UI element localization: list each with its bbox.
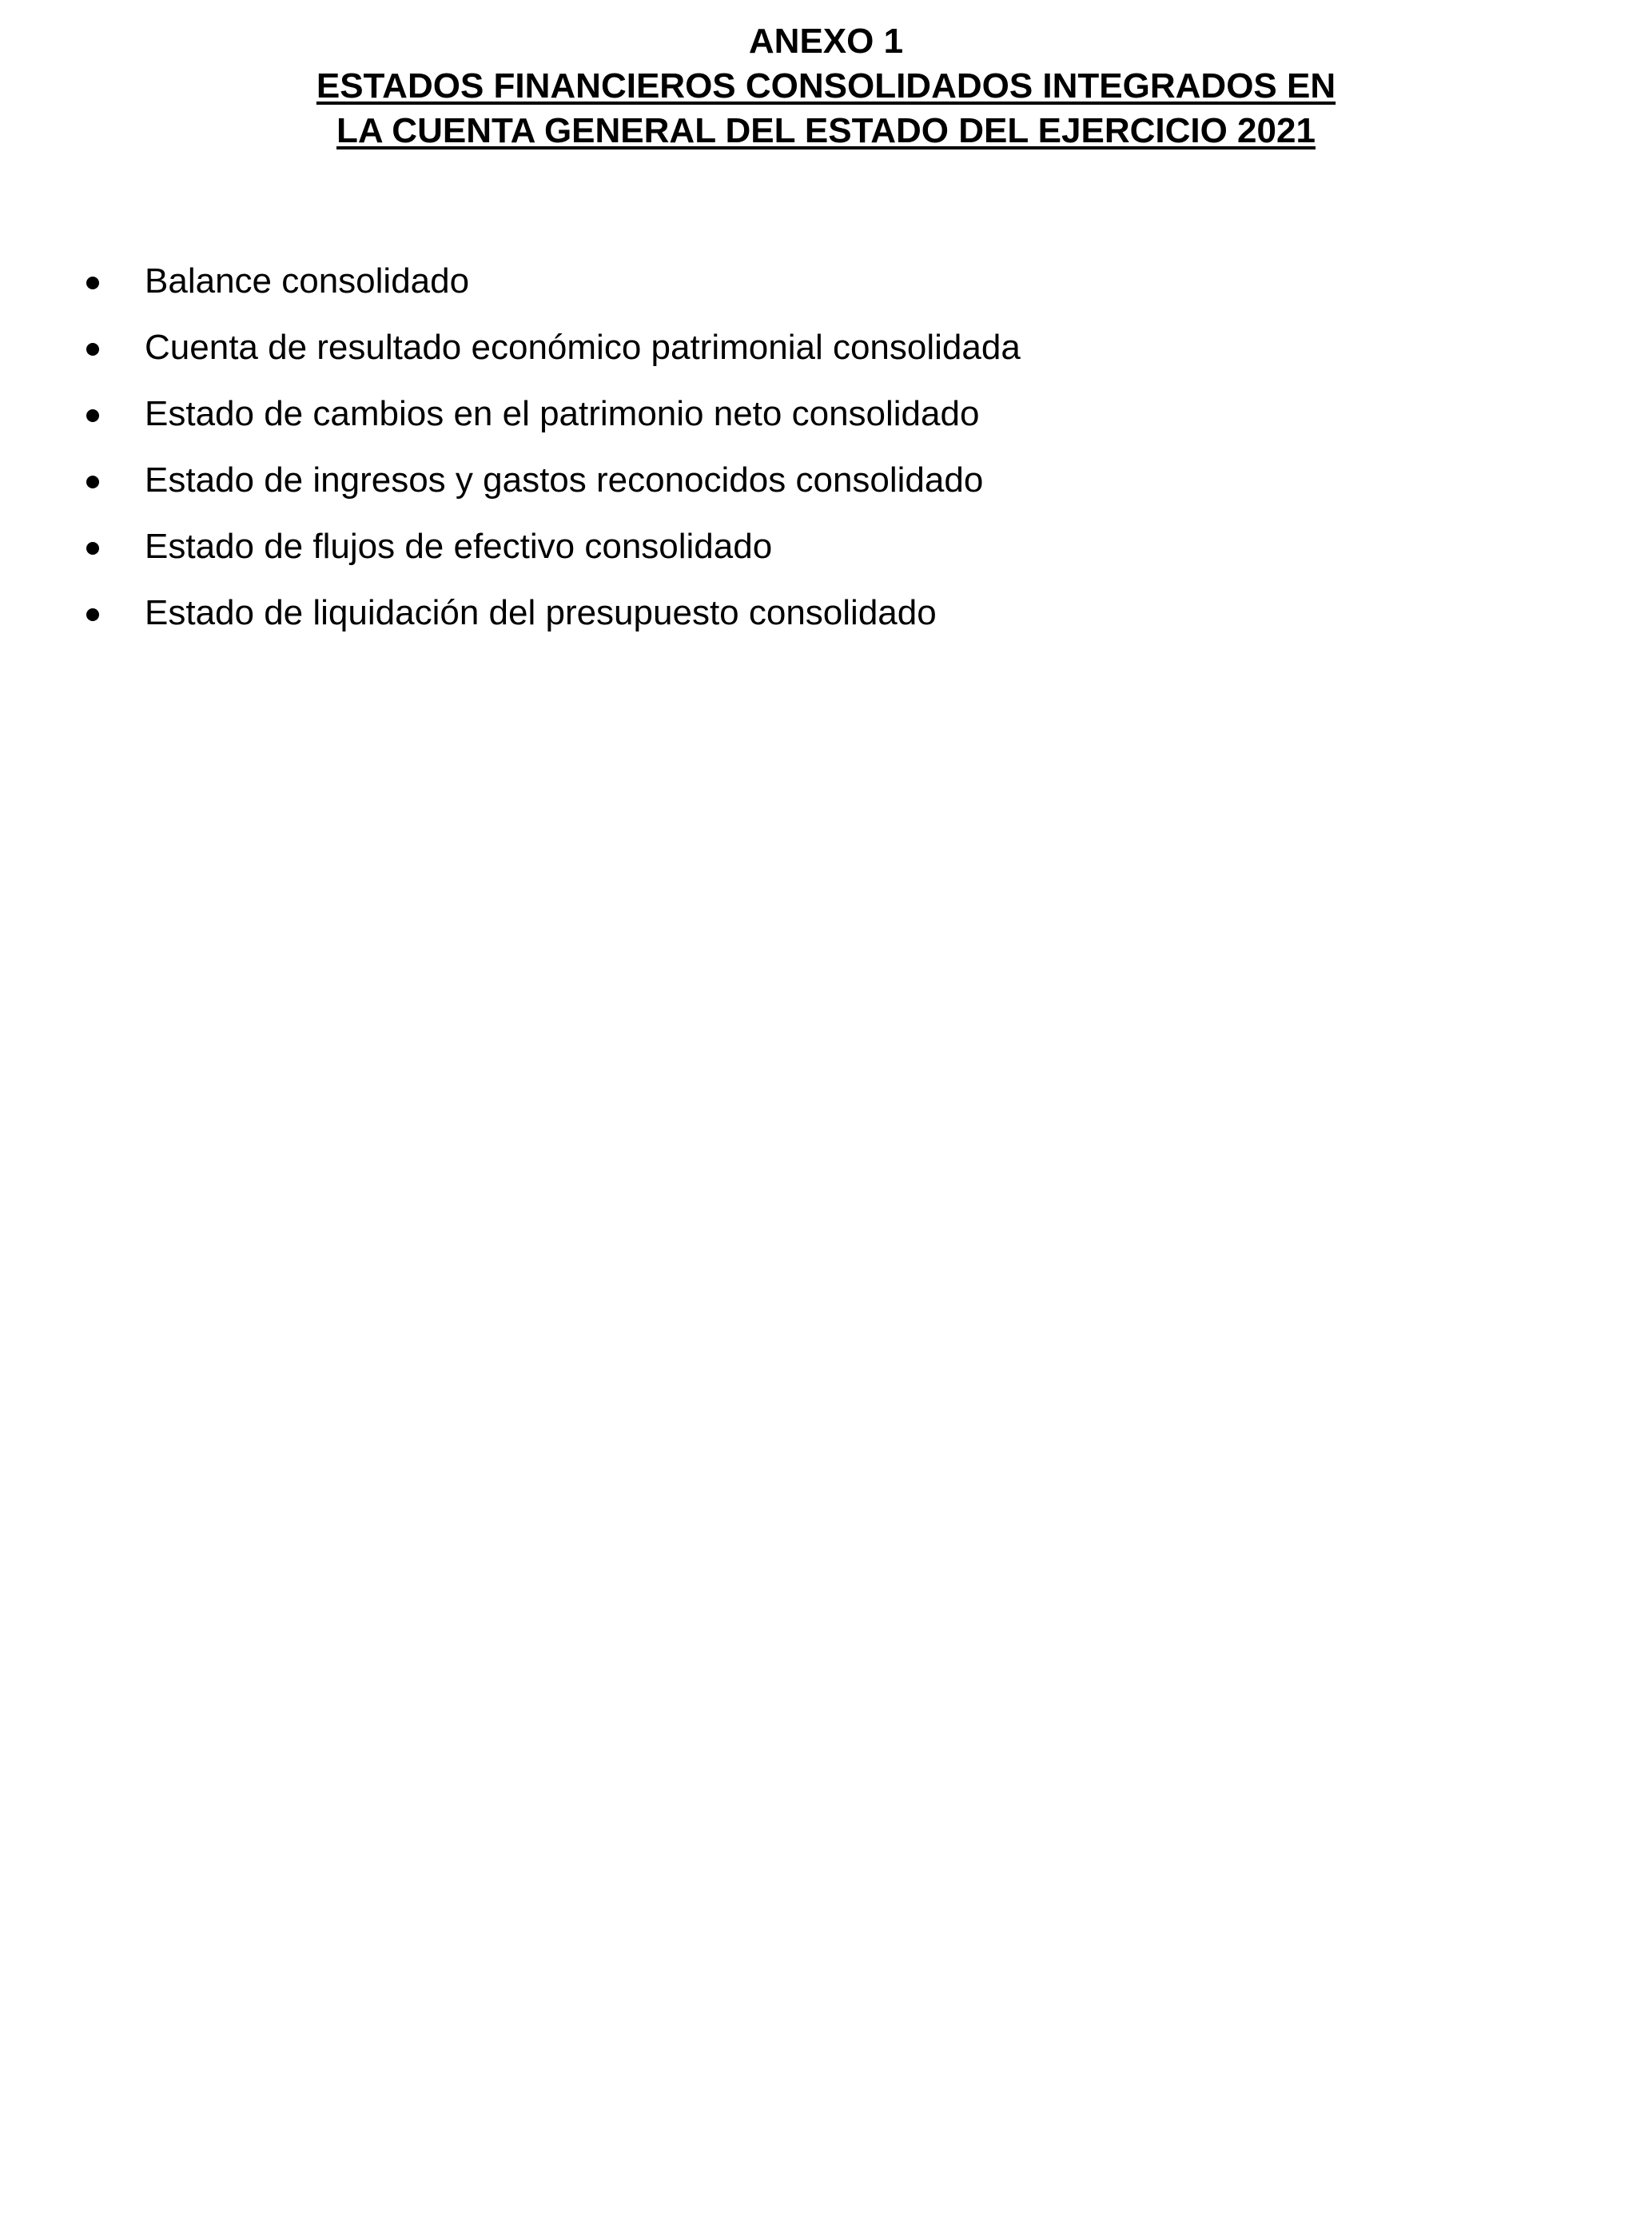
bullet-icon xyxy=(86,542,99,555)
list-item-text: Cuenta de resultado económico patrimonial consolidada xyxy=(145,328,1021,367)
document-header xyxy=(0,19,1652,153)
list-item xyxy=(0,456,1652,523)
list-item xyxy=(0,589,1652,655)
document-subtitle-line-2-text: LA CUENTA GENERAL DEL ESTADO DEL EJERCICIO 2021 xyxy=(336,111,1316,150)
list-item xyxy=(0,523,1652,589)
bullet-icon xyxy=(86,476,99,488)
bullet-icon xyxy=(86,277,99,289)
list-item-text: Estado de ingresos y gastos reconocidos consolidado xyxy=(145,460,984,500)
document-subtitle-line-2 xyxy=(0,109,1652,153)
bullet-icon xyxy=(86,409,99,422)
list-item xyxy=(0,390,1652,456)
bullet-icon xyxy=(86,608,99,621)
document-subtitle-line-1-text: ESTADOS FINANCIEROS CONSOLIDADOS INTEGRADOS EN xyxy=(316,66,1336,106)
document-subtitle-line-1 xyxy=(0,64,1652,109)
list-item-text: Estado de flujos de efectivo consolidado xyxy=(145,527,773,566)
list-item xyxy=(0,257,1652,324)
list-item-text: Estado de liquidación del presupuesto consolidado xyxy=(145,593,937,632)
list-item-text: Estado de cambios en el patrimonio neto consolidado xyxy=(145,394,980,433)
bullet-icon xyxy=(86,343,99,356)
list-item-text: Balance consolidado xyxy=(145,261,470,301)
list-item xyxy=(0,324,1652,390)
annex-title: ANEXO 1 xyxy=(748,22,904,61)
financial-statements-list xyxy=(0,257,1652,655)
